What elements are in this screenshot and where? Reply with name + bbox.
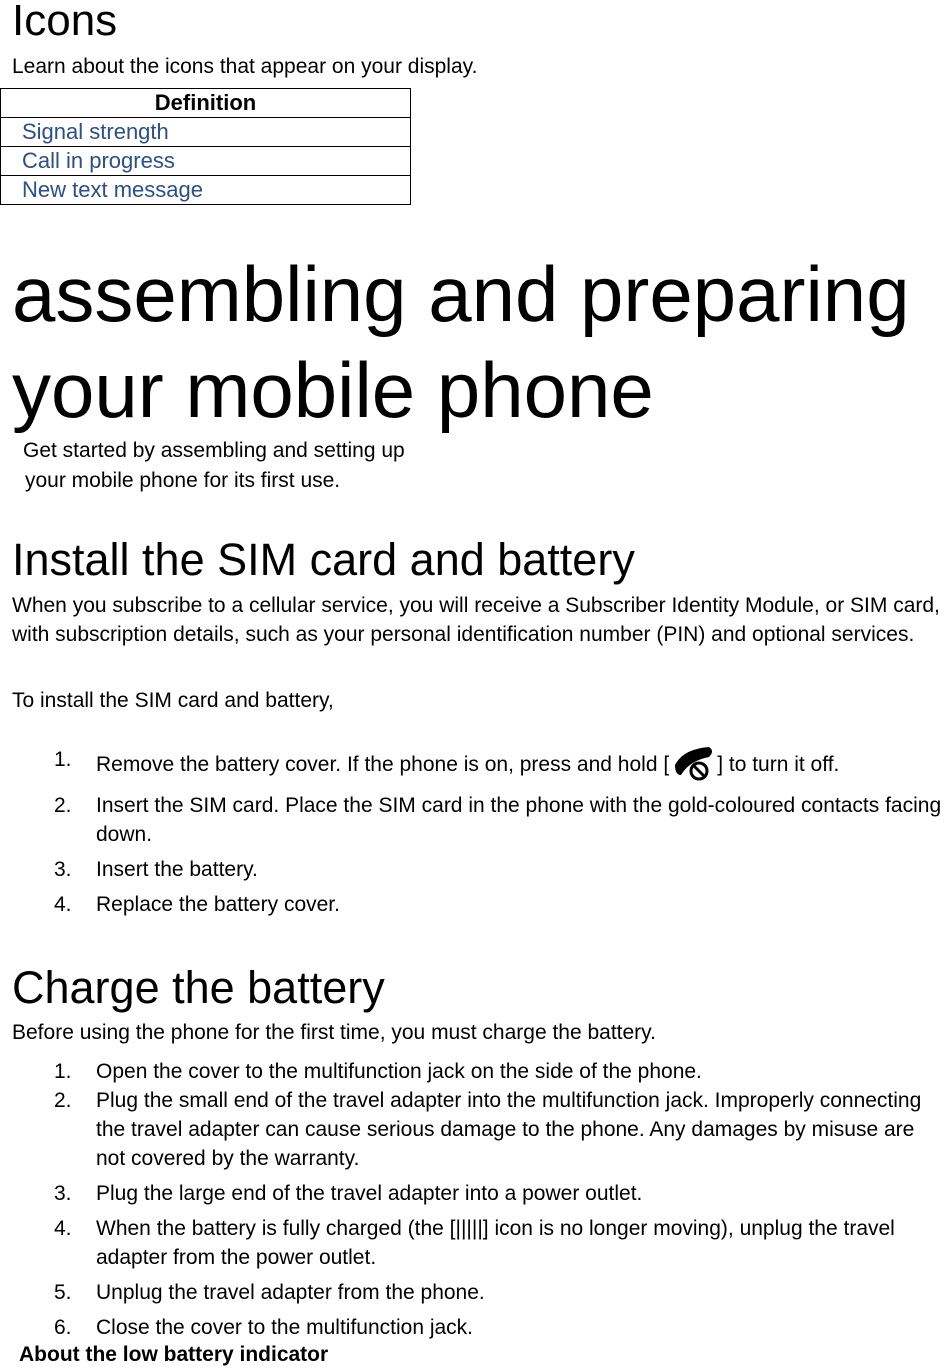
step-number: 3. xyxy=(54,1182,72,1205)
sim-steps-list xyxy=(0,745,949,919)
list-item xyxy=(0,1278,949,1307)
list-item xyxy=(0,791,949,849)
list-item xyxy=(0,1057,949,1086)
list-item xyxy=(0,890,949,919)
list-item xyxy=(0,1313,949,1342)
sim-section-heading: Install the SIM card and battery xyxy=(12,534,635,585)
charge-section-intro: Before using the phone for the first time, you must charge the battery. xyxy=(12,1021,656,1044)
table-row: Signal strength xyxy=(1,118,411,147)
step-text: Open the cover to the multifunction jack on the side of the phone. xyxy=(96,1060,702,1083)
step-number: 6. xyxy=(54,1316,72,1339)
step-text: Plug the small end of the travel adapter into the multifunction jack. Improperly connecting the travel adapter can cause serious damage to the phone. Any damages by misuse are not covered by the warranty. xyxy=(96,1089,922,1170)
chapter-title: assembling and preparing your mobile phone xyxy=(12,250,910,434)
table-header-definition: Definition xyxy=(1,89,411,118)
step-number: 2. xyxy=(54,794,72,817)
icons-table xyxy=(0,88,411,205)
list-item xyxy=(0,745,949,785)
step-text: Close the cover to the multifunction jack. xyxy=(96,1316,474,1339)
step-text: Insert the battery. xyxy=(96,858,258,881)
chapter-subtitle xyxy=(23,436,405,496)
chapter-subtitle-line1: Get started by assembling and setting up xyxy=(23,439,405,462)
step-number: 2. xyxy=(54,1089,72,1112)
list-item xyxy=(0,1086,949,1173)
step-text-after: ] to turn it off. xyxy=(717,753,840,776)
step-text: Insert the SIM card. Place the SIM card in the phone with the gold-coloured contacts facing down. xyxy=(96,794,942,846)
step-text-before: Remove the battery cover. If the phone is on, press and hold [ xyxy=(96,753,670,776)
sim-section-paragraph: When you subscribe to a cellular service, you will receive a Subscriber Identity Module, or SIM card, with subscription details, such as your personal identification number (PIN) and optional services. xyxy=(12,594,940,646)
end-call-icon xyxy=(669,745,717,785)
chapter-subtitle-line2: your mobile phone for its first use. xyxy=(25,469,341,492)
step-number: 4. xyxy=(54,893,72,916)
step-text: Unplug the travel adapter from the phone. xyxy=(96,1281,485,1304)
charge-steps-list xyxy=(0,1057,949,1342)
step-text: Replace the battery cover. xyxy=(96,893,340,916)
table-row: Call in progress xyxy=(1,147,411,176)
step-number: 1. xyxy=(54,1060,72,1083)
step-number: 5. xyxy=(54,1281,72,1304)
step-text: Plug the large end of the travel adapter into a power outlet. xyxy=(96,1182,643,1205)
low-battery-subheading: About the low battery indicator xyxy=(19,1343,329,1366)
list-item xyxy=(0,855,949,884)
icons-heading: Icons xyxy=(12,0,118,45)
charge-section-heading: Charge the battery xyxy=(12,962,385,1013)
step-number: 4. xyxy=(54,1217,72,1240)
sim-section-instruction: To install the SIM card and battery, xyxy=(12,689,334,712)
step-number: 1. xyxy=(54,748,72,771)
table-row: New text message xyxy=(1,176,411,205)
step-number: 3. xyxy=(54,858,72,881)
step-text: When the battery is fully charged (the [|||||] icon is no longer moving), unplug the travel adapter from the power outlet. xyxy=(96,1217,895,1269)
list-item xyxy=(0,1214,949,1272)
list-item xyxy=(0,1179,949,1208)
icons-intro: Learn about the icons that appear on your display. xyxy=(12,55,478,78)
